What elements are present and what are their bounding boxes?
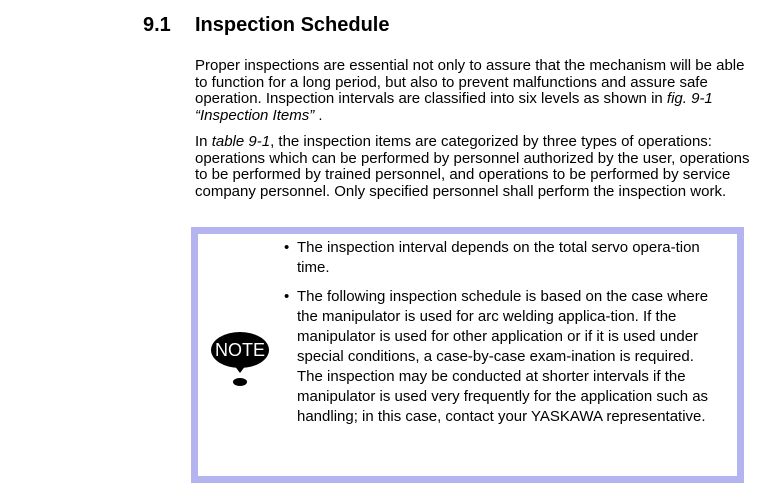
intro-text-end: .: [314, 106, 323, 124]
note-item-text: The inspection interval depends on the total servo opera-tion time.: [297, 239, 700, 276]
note-item-text-continued: The inspection may be conducted at shorter intervals if the manipulator is used very frequently for the application such as handling; in this case, contact your YASKAWA representative.: [297, 368, 709, 425]
section-number: 9.1: [143, 14, 171, 36]
section-heading: [143, 14, 389, 37]
note-item: [284, 238, 729, 278]
note-item: [284, 287, 729, 427]
intro-text: Proper inspections are essential not only to assure that the mechanism will be able to function for a long period, but also to prevent malfunctions and assure safe operation. Inspection intervals are classified into six levels as shown in: [195, 57, 745, 108]
section-title: Inspection Schedule: [195, 14, 390, 36]
note-item-text: The following inspection schedule is based on the case where the manipulator is used for arc welding applica-tion. If the manipulator is used for other application or if it is used under special conditions, a case-by-case exam-ination is required.: [297, 288, 709, 365]
bullet-icon: •: [284, 239, 290, 256]
note-box: [191, 227, 744, 483]
bullet-icon: •: [284, 288, 290, 305]
table-reference-link[interactable]: table 9-1: [211, 133, 271, 150]
note-list: [284, 238, 729, 436]
intro-paragraph: [195, 58, 755, 124]
categories-text: , the inspection items are categorized by three types of operations: operations which can be performed by personnel authorized by the user, operations to be performed by trained personnel, and operations to be performed by service company personnel. Only specified personnel shall perform the inspection work.: [195, 133, 750, 200]
note-icon: [210, 330, 270, 390]
note-icon-label: NOTE: [214, 340, 266, 360]
categories-paragraph: [195, 134, 755, 200]
figure-reference-link[interactable]: fig. 9-1 “Inspection Items”: [195, 90, 713, 124]
categories-text-start: In: [195, 133, 212, 150]
